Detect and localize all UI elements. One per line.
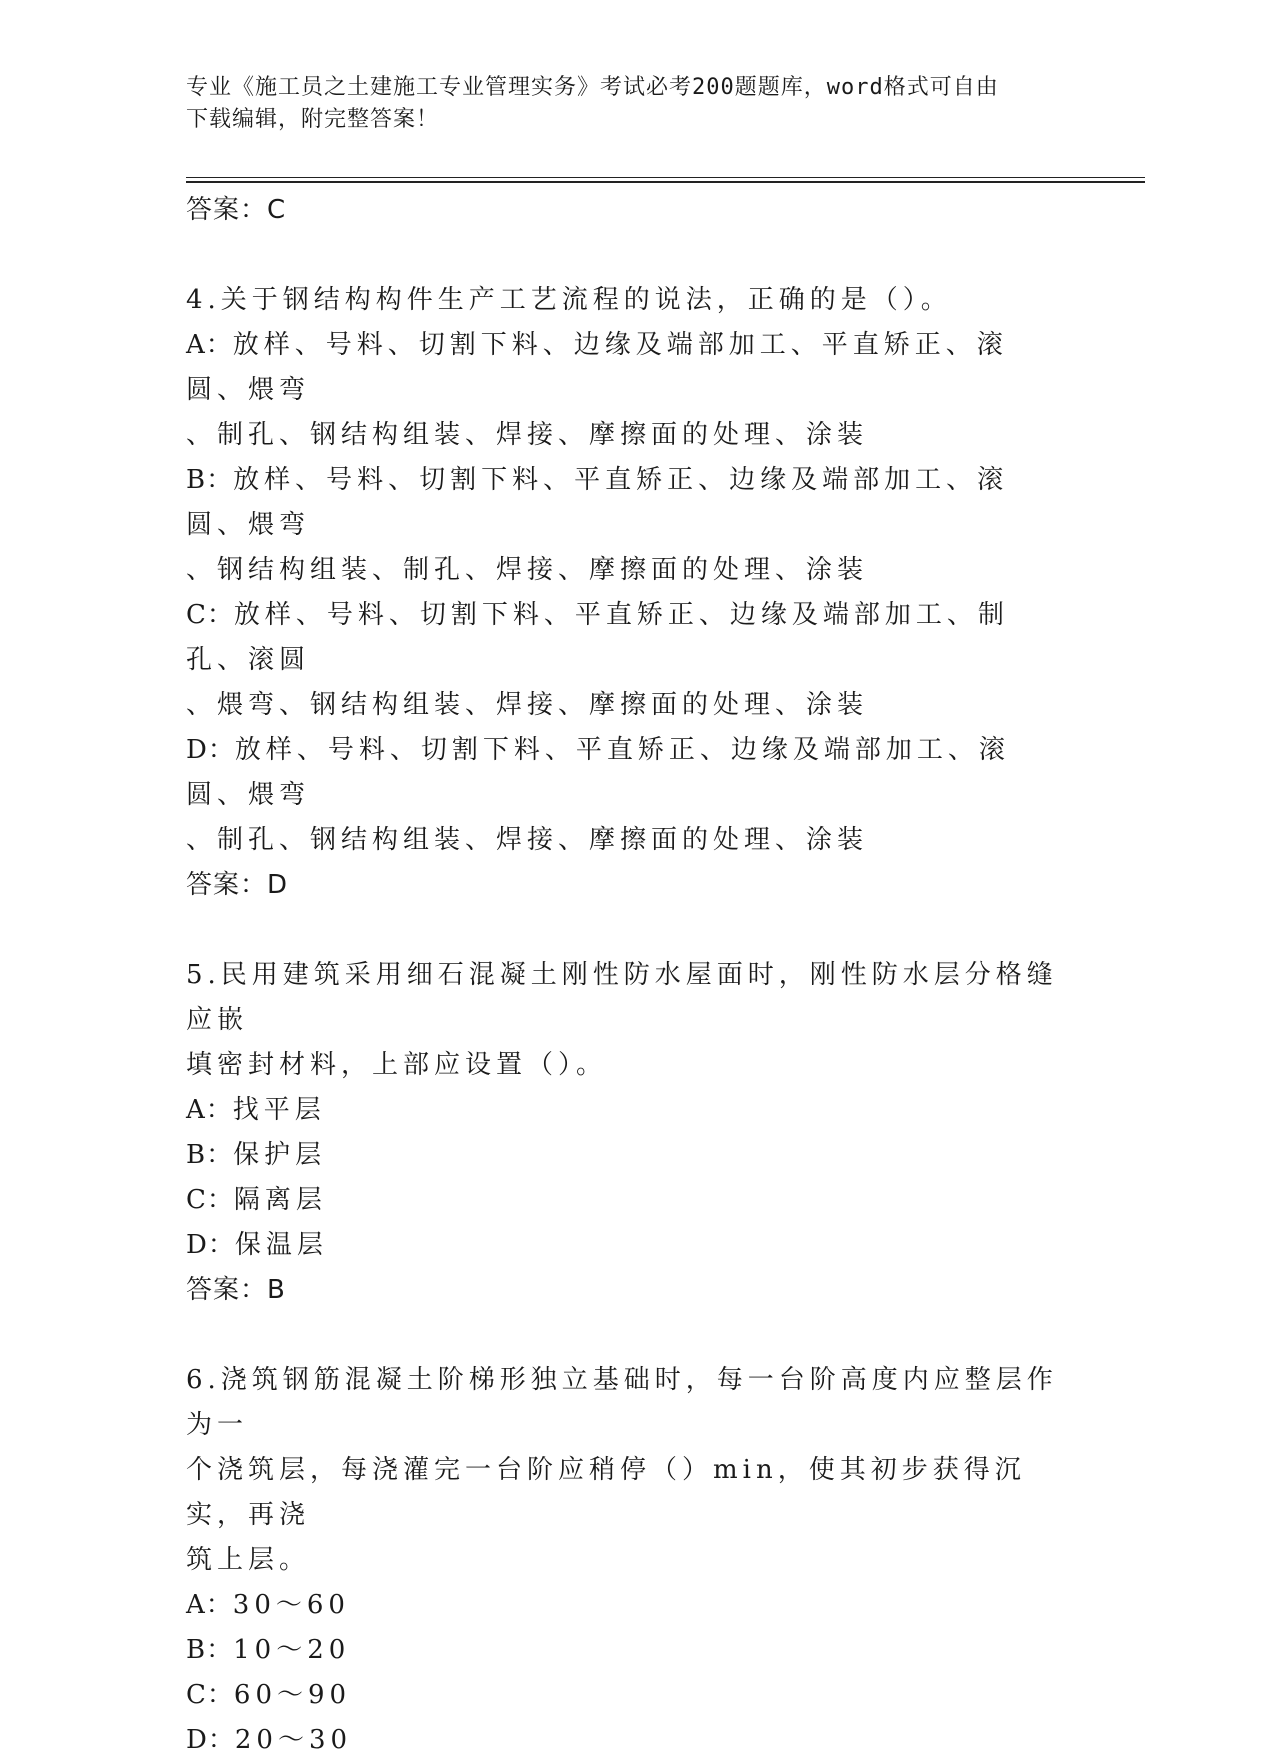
option-text: 隔离层 [233,1185,327,1215]
header-divider-thin [186,177,1145,178]
question-stem-line: 筑上层。 [186,1545,311,1575]
question-stem-line: 个浇筑层，每浇灌完一台阶应稍停（）min，使其初步获得沉实，再浇 [186,1455,1026,1530]
option-text: 放样、号料、切割下料、平直矫正、边缘及端部加工、滚圆、煨弯 [186,735,1010,810]
option-key: B： [186,465,234,495]
option-line [186,548,1066,593]
question-stem-line: 5.民用建筑采用细石混凝土刚性防水屋面时，刚性防水层分格缝应嵌 [186,960,1058,1035]
option-text: 放样、号料、切割下料、平直矫正、边缘及端部加工、制孔、滚圆 [186,600,1009,675]
answer-line [186,1268,1066,1313]
option-text: 保温层 [234,1230,328,1260]
option-line [186,1583,1066,1628]
option-text: 60～90 [233,1680,352,1710]
option-text: 、制孔、钢结构组装、焊接、摩擦面的处理、涂装 [186,825,869,855]
header-divider-thick [186,181,1145,183]
spacer [186,1313,1066,1358]
option-text: 找平层 [232,1095,326,1125]
answer-line [186,863,1066,908]
spacer [186,233,1066,278]
question-list [186,278,1066,1763]
option-line [186,1223,1066,1268]
header-line-2: 下载编辑，附完整答案！ [186,107,440,132]
option-line [186,728,1066,818]
option-text: 、钢结构组装、制孔、焊接、摩擦面的处理、涂装 [186,555,869,585]
answer-label: 答案： [186,195,268,225]
option-key: A： [186,1590,233,1620]
answer-value: C [267,195,286,225]
option-line [186,818,1066,863]
option-line [186,458,1066,548]
option-line [186,593,1066,683]
answer-label: 答案： [186,1275,268,1305]
question-stem-line: 6.浇筑钢筋混凝土阶梯形独立基础时，每一台阶高度内应整层作为一 [186,1365,1058,1440]
option-key: A： [186,330,233,360]
option-key: C： [186,1680,234,1710]
question-block [186,953,1066,1358]
header-line-1: 专业《施工员之土建施工专业管理实务》考试必考200题题库，word格式可自由 [186,75,999,100]
option-line [186,323,1066,413]
option-key: D： [186,735,235,765]
answer-value: B [267,1275,285,1305]
option-line [186,1718,1066,1763]
option-text: 、煨弯、钢结构组装、焊接、摩擦面的处理、涂装 [186,690,869,720]
option-text: 放样、号料、切割下料、平直矫正、边缘及端部加工、滚圆、煨弯 [186,465,1009,540]
answer-label: 答案： [186,870,268,900]
option-line [186,1133,1066,1178]
option-key: D： [186,1725,235,1755]
option-line [186,683,1066,728]
option-text: 、制孔、钢结构组装、焊接、摩擦面的处理、涂装 [186,420,869,450]
question-block [186,1358,1066,1763]
answer-value: D [267,870,288,900]
option-key: C： [186,600,234,630]
page-header [186,72,1066,136]
option-key: A： [186,1095,233,1125]
option-line [186,1673,1066,1718]
option-text: 20～30 [234,1725,353,1755]
option-text: 10～20 [233,1635,351,1665]
option-key: D： [186,1230,235,1260]
option-text: 30～60 [232,1590,350,1620]
document-body [186,188,1066,1763]
option-key: B： [186,1635,234,1665]
option-text: 保护层 [233,1140,327,1170]
option-key: C： [186,1185,234,1215]
option-line [186,1628,1066,1673]
option-line [186,413,1066,458]
option-line [186,1088,1066,1133]
question-block [186,278,1066,953]
answer-line [186,188,1066,233]
question-stem-line: 填密封材料，上部应设置（）。 [186,1050,608,1080]
question-stem-line: 4.关于钢结构构件生产工艺流程的说法，正确的是（）。 [186,285,952,315]
option-text: 放样、号料、切割下料、边缘及端部加工、平直矫正、滚圆、煨弯 [186,330,1008,405]
spacer [186,908,1066,953]
option-line [186,1178,1066,1223]
option-key: B： [186,1140,234,1170]
